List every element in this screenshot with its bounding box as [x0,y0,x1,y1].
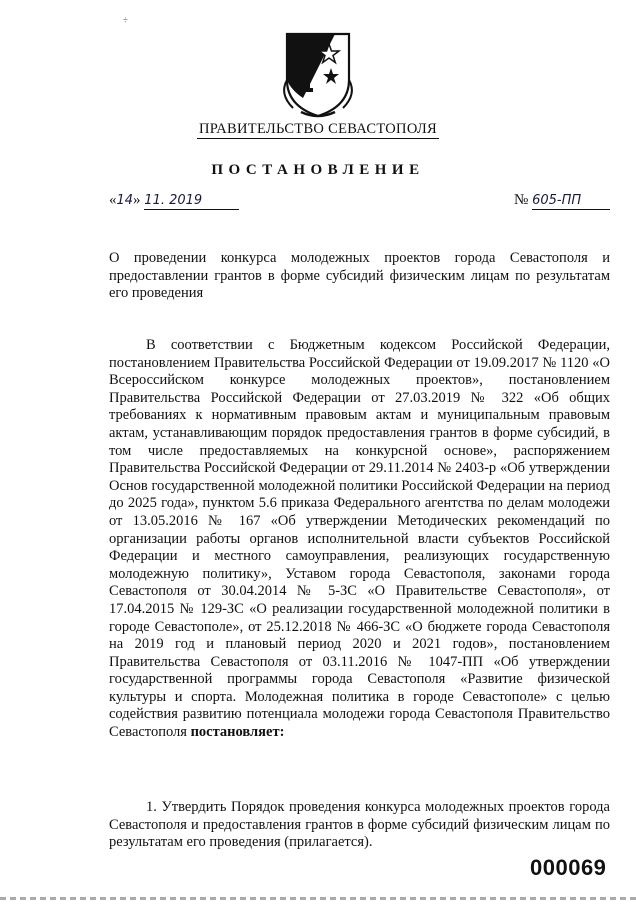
sevastopol-coat-of-arms-icon [273,28,363,120]
document-type-title: ПОСТАНОВЛЕНИЕ [211,162,425,178]
government-name: ПРАВИТЕЛЬСТВО СЕВАСТОПОЛЯ [199,121,437,137]
resolves-word: постановляет: [190,724,285,741]
decree-date: «14» 11. 2019 [109,192,239,214]
scan-mark: ÷ [123,15,128,25]
date-day: 14 [116,193,134,208]
preamble-text: В соответствии с Бюджетным кодексом Российской Федерации, постановлением Правительства Российской Федерации от 19.09.2017 № 1120 «О Всероссийском конкурсе молодежных проектов», постановлением Правительства Российской Федерации от 27.03.2019 № 322 «Об общих требованиях к нормативным правовым актам и муниципальным правовым актам, устанавливающим порядок предоставления грантов в форме субсидий, в том числе предоставляемых на конкурсной основе», распоряжением Правительства Российской Федерации от 29.11.2014 № 2403-р «Об утверждении Основ государственной молодежной политики Российской Федерации на период до 2025 года», пунктом 5.6 приказа Федерального агентства по делам молодежи от 13.05.2016 № 167 «Об утверждении Методических рекомендаций по организации работы органов исполнительной власти субъектов Российской Федерации и местного самоуправления, реализующих государственную молодежную политику», Уставом города Севастополя, законами города Севастополя от 30.04.2014 № 5-ЗС «О Правительстве Севастополя», от 17.04.2015 № 129-ЗС «О реализации государственной молодежной политики в городе Севастополе», от 25.12.2018 № 466-ЗС «О бюджете города Севастополя на 2019 год и плановый период 2020 и 2021 годов», постановлением Правительства Севастополя от 03.11.2016 № 1047-ПП «Об утверждении государственной программы города Севастополя «Развитие физической культуры и спорта. Молодежная политика в городе Севастополе» с целью содействия развитию потенциала молодежи города Севастополя Правительство Севастополя [109,337,610,741]
preamble [109,337,610,742]
date-month-year: 11. 2019 [144,193,203,208]
decree-subject: О проведении конкурса молодежных проектов города Севастополя и предоставлении грантов в форме субсидий физическим лицам по результатам его проведения [109,250,610,301]
point-1: 1. Утвердить Порядок проведения конкурса молодежных проектов города Севастополя и предоставления грантов в форме субсидий физическим лицам по результатам его проведения (прилагается). [109,799,610,851]
serial-number: 000069 [530,855,607,880]
decree-number-value: 605-ПП [532,193,582,208]
scan-edge [0,897,636,900]
decree-number: № 605-ПП [514,192,610,214]
